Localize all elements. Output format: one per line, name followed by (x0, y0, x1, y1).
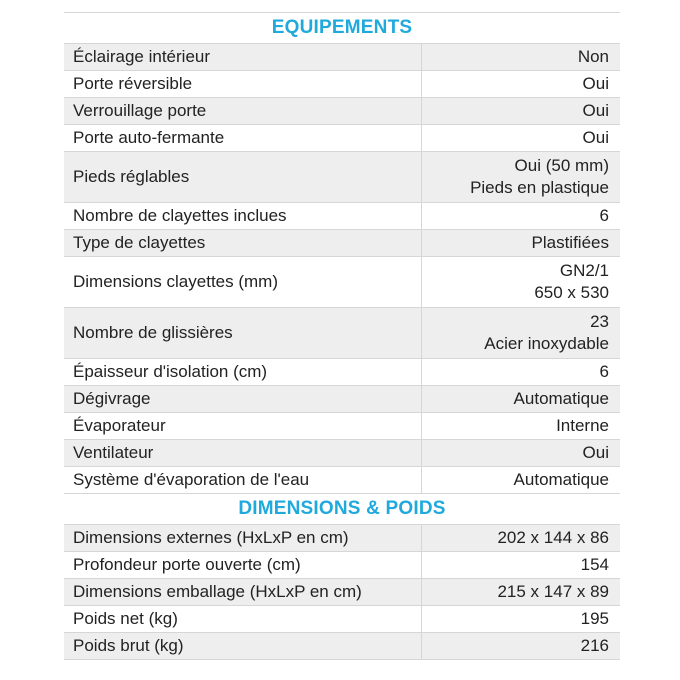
row-label: Type de clayettes (64, 230, 422, 256)
row-value-line: Automatique (513, 470, 609, 489)
row-value (422, 467, 620, 493)
table-row (64, 466, 620, 493)
row-value-line: 202 x 144 x 86 (497, 528, 609, 547)
row-label: Évaporateur (64, 413, 422, 439)
row-label: Dimensions emballage (HxLxP en cm) (64, 579, 422, 605)
row-value-line: Oui (582, 101, 609, 120)
table-row (64, 124, 620, 151)
row-value (422, 359, 620, 385)
row-value-line: 6 (599, 206, 609, 225)
row-value-line: 154 (580, 555, 609, 574)
row-value-line: GN2/1 (559, 261, 609, 280)
row-value-line: 650 x 530 (534, 283, 609, 302)
row-value-line: Oui (582, 74, 609, 93)
row-value (422, 525, 620, 551)
table-row (64, 43, 620, 70)
row-value (422, 552, 620, 578)
row-label: Nombre de glissières (64, 308, 422, 358)
row-value-line: Oui (582, 443, 609, 462)
table-row (64, 229, 620, 256)
row-label: Profondeur porte ouverte (cm) (64, 552, 422, 578)
row-value-line: 195 (580, 609, 609, 628)
row-value-line: Automatique (513, 389, 609, 408)
table-row (64, 97, 620, 124)
row-value (422, 203, 620, 229)
table-row (64, 605, 620, 632)
row-value (422, 257, 620, 307)
table-row (64, 412, 620, 439)
row-value-line: Non (577, 47, 609, 66)
table-row (64, 256, 620, 307)
row-value (422, 71, 620, 97)
row-value-line: Acier inoxydable (484, 334, 609, 353)
row-label: Porte auto-fermante (64, 125, 422, 151)
row-label: Système d'évaporation de l'eau (64, 467, 422, 493)
row-value-line: 6 (599, 362, 609, 381)
row-value (422, 579, 620, 605)
table-row (64, 151, 620, 202)
table-row (64, 307, 620, 358)
row-value (422, 230, 620, 256)
row-value-line: Oui (50 mm) (514, 156, 609, 175)
row-value (422, 308, 620, 358)
table-row (64, 70, 620, 97)
row-label: Verrouillage porte (64, 98, 422, 124)
row-value-line: Pieds en plastique (470, 178, 609, 197)
table-row (64, 632, 620, 660)
table-row (64, 578, 620, 605)
row-value (422, 44, 620, 70)
row-value-line: 216 (580, 636, 609, 655)
table-row (64, 202, 620, 229)
row-value-line: Oui (582, 128, 609, 147)
table-row (64, 385, 620, 412)
row-value (422, 125, 620, 151)
row-label: Poids brut (kg) (64, 633, 422, 659)
row-value-line: 23 (590, 312, 609, 331)
row-label: Nombre de clayettes inclues (64, 203, 422, 229)
row-label: Dégivrage (64, 386, 422, 412)
table-row (64, 524, 620, 551)
row-value-line: Plastifiées (531, 233, 609, 252)
row-value (422, 152, 620, 202)
table-row (64, 551, 620, 578)
row-label: Dimensions externes (HxLxP en cm) (64, 525, 422, 551)
section-title: EQUIPEMENTS (64, 12, 620, 43)
row-value-line: Interne (556, 416, 609, 435)
table-row (64, 358, 620, 385)
row-value (422, 413, 620, 439)
row-label: Ventilateur (64, 440, 422, 466)
row-value-line: 215 x 147 x 89 (497, 582, 609, 601)
row-label: Épaisseur d'isolation (cm) (64, 359, 422, 385)
table-row (64, 439, 620, 466)
row-label: Porte réversible (64, 71, 422, 97)
row-label: Éclairage intérieur (64, 44, 422, 70)
row-value (422, 606, 620, 632)
row-value (422, 440, 620, 466)
spec-table (64, 12, 620, 660)
row-value (422, 633, 620, 659)
row-value (422, 386, 620, 412)
row-label: Poids net (kg) (64, 606, 422, 632)
row-label: Dimensions clayettes (mm) (64, 257, 422, 307)
row-label: Pieds réglables (64, 152, 422, 202)
row-value (422, 98, 620, 124)
section-title: DIMENSIONS & POIDS (64, 493, 620, 524)
